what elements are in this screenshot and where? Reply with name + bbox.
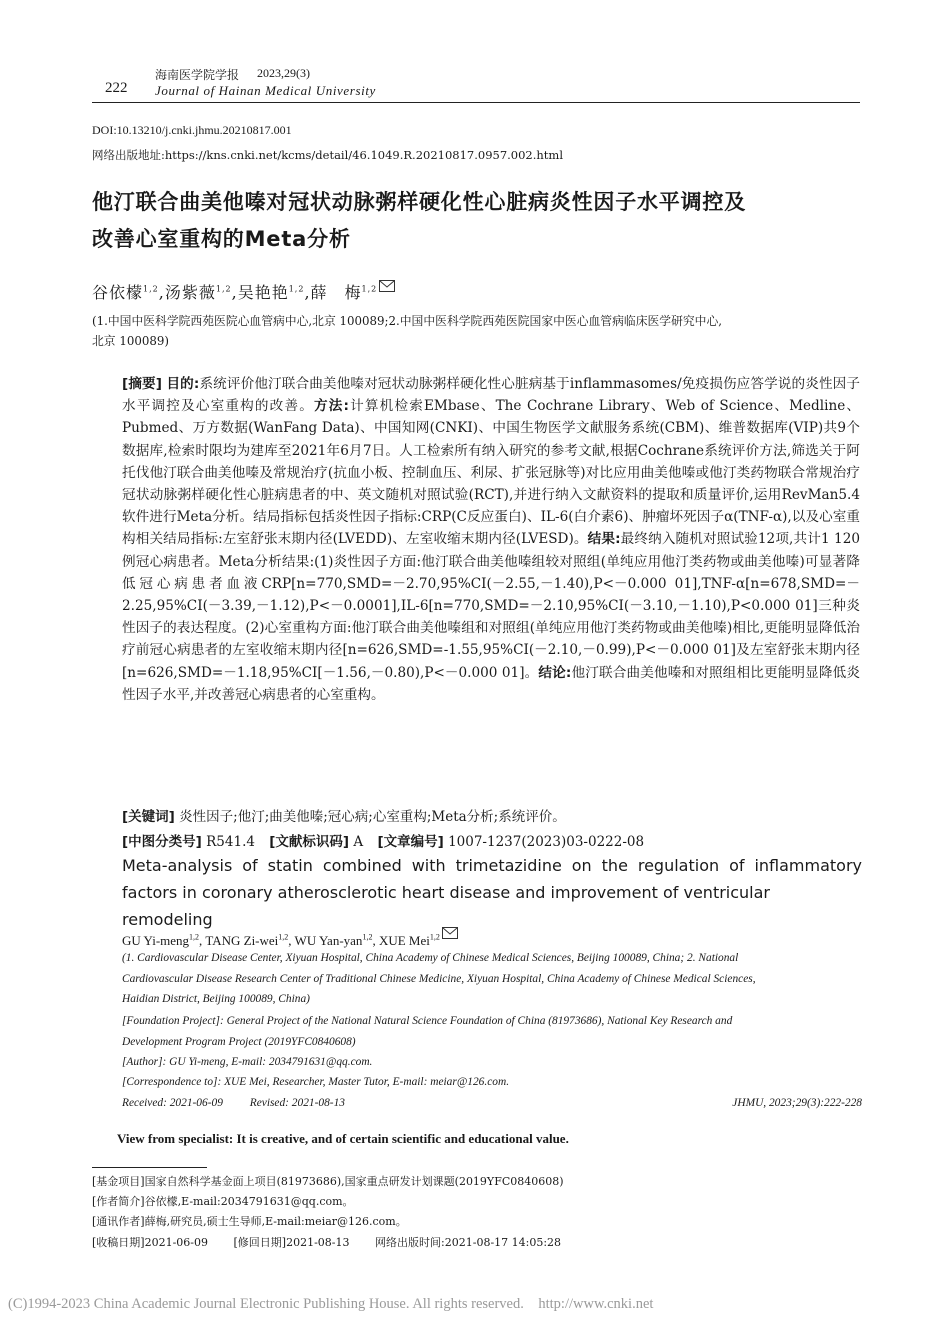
author-sup: 1,2 (361, 284, 378, 294)
affiliation-en-line3: Haidian District, Beijing 100089, China) (122, 993, 310, 1005)
footnote-author: [作者简介]谷依檬,E-mail:2034791631@qq.com。 (92, 1195, 354, 1209)
affiliation-en-line2: Cardiovascular Disease Research Center of Traditional Chinese Medicine, Xiyuan Hospital, China Academy of Chinese Medical Sciences, (122, 972, 756, 985)
title-en-line1: Meta-analysis of statin combined with trimetazidine on the regulation of inflammatory (122, 856, 862, 875)
clc-label: [中图分类号] (122, 834, 202, 850)
abstract-methods: 计算机检索EMbase、The Cochrane Library、Web of Science、Medline、Pubmed、万方数据(WanFang Data)、中国知网(CNKI)、中国生物医学文献服务系统(CBM)、维普数据库(VIP)共9个数据库,检索时限均为建库至2021年6月7日。人工检索所有纳入研究的参考文献,根据Cochrane系统评价方法,筛选关于阿托伐他汀联合曲美他嗪及常规治疗(抗血小板、控制血压、利尿、扩张冠脉等)对比应用曲美他嗪或他汀类药物联合常规治疗冠状动脉粥样硬化性心脏病患者的中、英文随机对照试验(RCT),并进行纳入文献资料的提取和质量评价,运用RevMan5.4软件进行Meta分析。结局指标包括炎性因子指标:CRP(C反应蛋白)、IL-6(白介素6)、肿瘤坏死因子α(TNF-α),以及心室重构相关结局指标:左室舒张末期内径(LVEDD)、左室收缩末期内径(LVESD)。 (122, 398, 861, 548)
article-number: 1007-1237(2023)03-0222-08 (448, 834, 645, 850)
online-url: 网络出版地址:https://kns.cnki.net/kcms/detail/46.1049.R.20210817.0957.002.html (92, 148, 564, 162)
author-en-info: [Author]: GU Yi-meng, E-mail: 2034791631@qq.com. (122, 1056, 373, 1068)
clc-value: R541.4 (206, 834, 255, 850)
correspondence-en: [Correspondence to]: XUE Mei, Researcher, Master Tutor, E-mail: meiar@126.com. (122, 1076, 510, 1088)
abstract-conclusion-head: 结论: (538, 664, 572, 681)
author-sep: , (304, 283, 311, 302)
classification (122, 830, 644, 850)
author-sup: 1,2 (288, 284, 305, 294)
author-en-sup: 1,2 (429, 932, 440, 942)
author-sup: 1,2 (215, 284, 232, 294)
envelope-icon (379, 280, 395, 292)
title-en (122, 852, 862, 933)
author-sup: 1,2 (143, 284, 159, 294)
doc-label: [文献标识码] (269, 834, 350, 850)
footnote-corr: [通讯作者]薛梅,研究员,硕士生导师,E-mail:meiar@126.com。 (92, 1215, 407, 1229)
author-sep: , (231, 283, 238, 302)
journal-volume: 2023,29(3) (257, 66, 310, 80)
doi: DOI:10.13210/j.cnki.jhmu.20210817.001 (92, 123, 292, 137)
dates-en (122, 1093, 862, 1114)
footnote-rule (92, 1167, 207, 1168)
article-number-label: [文章编号] (377, 834, 444, 850)
keywords-label: [关键词] (122, 809, 175, 825)
footnote-received: [收稿日期]2021-06-09 (92, 1235, 209, 1249)
copyright-line: (C)1994-2023 China Academic Journal Electronic Publishing House. All rights reserved. http://www.cnki.net (8, 1296, 654, 1312)
revised-en: Revised: 2021-08-13 (249, 1097, 345, 1109)
authors-en: GU Yi-meng$^{1,2}$, TANG Zi-wei$^{1,2}$, WU Yan-yan$^{1,2}$, XUE Mei$^{1,2}$ (122, 927, 458, 949)
author-en-3: WU Yan-yan (294, 933, 363, 948)
author-en-1: GU Yi-meng (122, 933, 190, 948)
author-sep: , (158, 283, 165, 302)
abstract (122, 373, 860, 706)
journal-cn: 海南医学院学报 (155, 68, 240, 82)
footnote-dates (92, 1233, 852, 1253)
affiliation-cn-line2: 北京 100089) (92, 334, 169, 348)
footnotes (92, 1172, 852, 1253)
doc-value: A (353, 834, 364, 850)
view-from-specialist: View from specialist: It is creative, and of certain scientific and educational value. (117, 1131, 569, 1146)
keywords (122, 805, 566, 825)
foundation-en-line2: Development Program Project (2019YFC0840608) (122, 1035, 356, 1048)
author-cn-1: 谷依檬 (92, 283, 144, 302)
foundation-en-line1: [Foundation Project]: General Project of the National Natural Science Foundation of China (81973686), National Key Research and (122, 1015, 733, 1027)
journal-en: Journal of Hainan Medical University (155, 83, 376, 98)
keywords-text: 炎性因子;他汀;曲美他嗪;冠心病;心室重构;Meta分析;系统评价。 (179, 809, 566, 825)
citation-en: JHMU, 2023;29(3):222-228 (732, 1097, 862, 1109)
author-en-sup: 1,2 (189, 932, 200, 942)
abstract-objective-head: 目的: (166, 376, 200, 392)
author-en-sup: 1,2 (362, 932, 373, 942)
author-en-sup: 1,2 (278, 932, 289, 942)
footnote-fund: [基金项目]国家自然科学基金面上项目(81973686),国家重点研发计划课题(2019YFC0840608) (92, 1175, 564, 1188)
title-cn-line1: 他汀联合曲美他嗪对冠状动脉粥样硬化性心脏病炎性因子水平调控及 (92, 190, 746, 214)
footnote-online: 网络出版时间:2021-08-17 14:05:28 (375, 1235, 562, 1249)
abstract-conclusion: 他汀联合曲美他嗪和对照组相比更能明显降低炎性因子水平,并改善冠心病患者的心室重构。 (122, 664, 861, 703)
abstract-results-head: 结果: (587, 531, 621, 548)
received-en: Received: 2021-06-09 (122, 1097, 223, 1109)
page-number: 222 (105, 80, 128, 96)
author-cn-3: 吴艳艳 (237, 283, 289, 302)
abstract-objective: 系统评价他汀联合曲美他嗪对冠状动脉粥样硬化性心脏病基于inflammasomes/免疫损伤应答学说的炎性因子水平调控及心室重构的改善。 (122, 376, 860, 415)
abstract-methods-head: 方法: (313, 398, 349, 415)
author-cn-2: 汤紫薇 (164, 283, 216, 302)
abstract-results: 最终纳入随机对照试验12项,共计1 120例冠心病患者。Meta分析结果:(1)炎性因子方面:他汀联合曲美他嗪组较对照组(单纯应用他汀类药物或曲美他嗪)可显著降低冠心病患者血液CRP[n=770,SMD=－2.70,95%CI(－2.55,－1.40),P<－0.000 01],TNF-α[n=678,SMD=－2.25,95%CI(－3.39,－1.12),P<－0.0001],IL-6[n=770,SMD=－2.10,95%CI(－3.10,－1.10),P<0.000 01]三种炎性因子的表达程度。(2)心室重构方面:他汀联合曲美他嗪组和对照组(单纯应用他汀类药物或曲美他嗪)相比,更能明显降低治疗前冠心病患者的左室收缩末期内径[n=626,SMD=-1.55,95%CI(－2.10,－0.99),P<－0.000 01]及左室舒张末期内径[n=626,SMD=－1.18,95%CI[－1.56,－0.80),P<－0.000 01]。 (122, 531, 860, 681)
affiliations-en (122, 948, 862, 1010)
title-en-line2: factors in coronary atherosclerotic heart disease and improvement of ventricular remodeling (122, 883, 770, 929)
affiliation-cn-line1: (1.中国中医科学院西苑医院心血管病中心,北京 100089;2.中国中医科学院西苑医院国家中医心血管病临床医学研究中心, (92, 314, 723, 328)
footnote-revised: [修回日期]2021-08-13 (233, 1235, 350, 1249)
authors-cn (92, 280, 395, 303)
running-header (105, 66, 860, 106)
envelope-icon (442, 927, 458, 939)
title-cn-line2: 改善心室重构的Meta分析 (92, 227, 351, 251)
affiliations-cn (92, 311, 867, 351)
title-cn (92, 184, 872, 258)
header-rule (92, 102, 860, 103)
author-en-4: XUE Mei (378, 933, 430, 948)
affiliation-en-line1: (1. Cardiovascular Disease Center, Xiyuan Hospital, China Academy of Chinese Medical Sciences, Beijing 100089, China; 2. National (122, 952, 739, 964)
abstract-label: [摘要] (122, 376, 162, 392)
author-cn-4: 薛 梅 (310, 283, 362, 302)
author-en-2: TANG Zi-wei (205, 933, 279, 948)
foundation-en (122, 1011, 862, 1052)
